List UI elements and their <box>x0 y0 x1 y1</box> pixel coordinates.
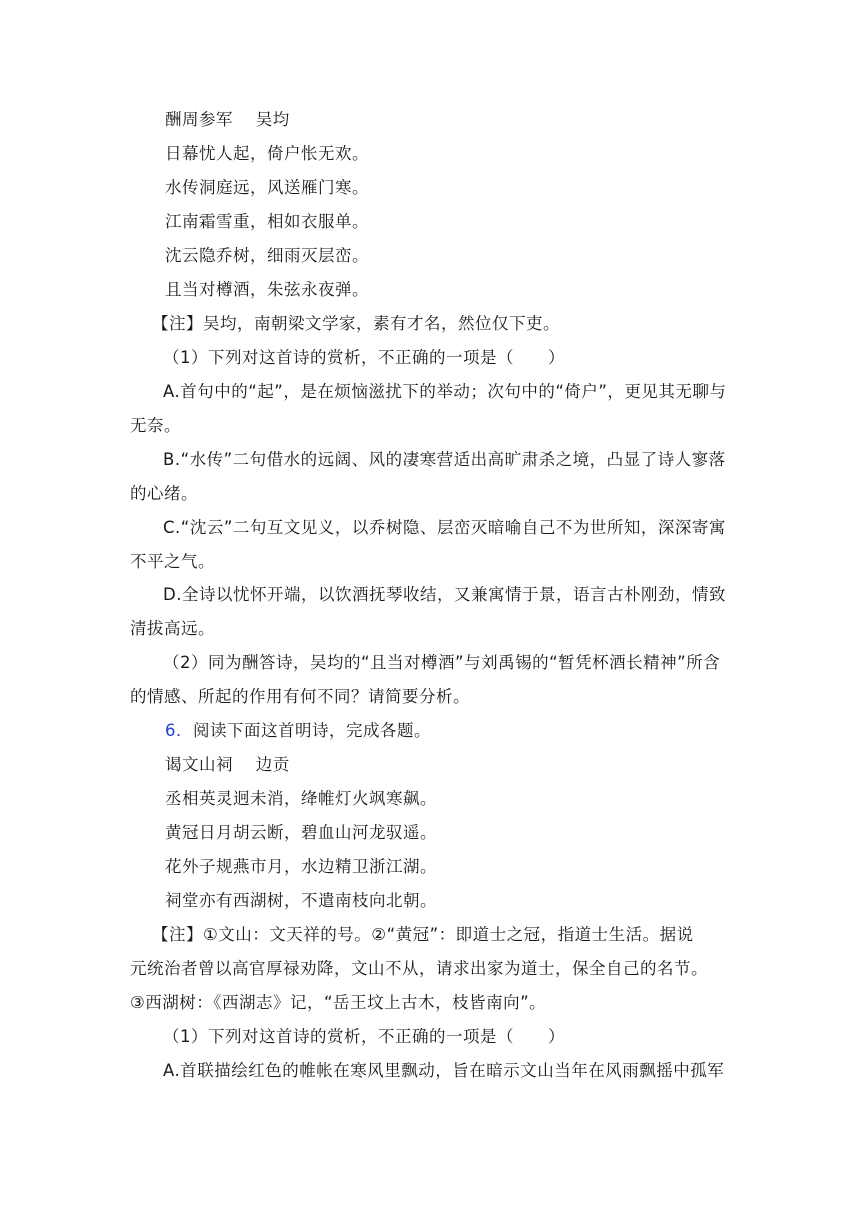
poem1-line-5: 且当对樽酒，朱弦永夜弹。 <box>165 280 369 299</box>
poem1-line-2: 水传洞庭远，风送雁门寒。 <box>165 178 369 197</box>
poem1-question-1: （1）下列对这首诗的赏析，不正确的一项是（ ） <box>163 348 565 367</box>
poem1-option-c-line2: 不平之气。 <box>130 552 215 571</box>
poem2-line-3: 花外子规燕市月，水边精卫浙江湖。 <box>165 857 437 876</box>
poem1-question-2-line2: 的情感、所起的作用有何不同？请简要分析。 <box>130 687 470 706</box>
poem1-line-3: 江南霜雪重，相如衣服单。 <box>165 212 369 231</box>
section6-instruction-text: 阅读下面这首明诗，完成各题。 <box>193 721 431 740</box>
poem1-option-d-line1: D.全诗以忧怀开端，以饮酒抚琴收结，又兼寓情于景，语言古朴刚劲，情致 <box>163 585 726 604</box>
poem1-question-2-line1: （2）同为酬答诗，吴均的“且当对樽酒”与刘禹锡的“暂凭杯酒长精神”所含 <box>163 653 721 672</box>
section6-instruction <box>165 719 765 743</box>
poem1-option-d-line2: 清拔高远。 <box>130 619 215 638</box>
poem1-option-b-line1: B.“水传”二句借水的远阔、风的凄寒营适出高旷肃杀之境，凸显了诗人寥落 <box>163 450 726 469</box>
poem1-note: 【注】吴均，南朝梁文学家，素有才名，然位仅下吏。 <box>152 314 560 333</box>
poem1-option-a-line2: 无奈。 <box>130 416 181 435</box>
poem2-line-1: 丞相英灵迥未消，绛帷灯火飒寒飙。 <box>165 789 437 808</box>
poem1-option-b-line2: 的心绪。 <box>130 484 198 503</box>
poem2-question-1: （1）下列对这首诗的赏析，不正确的一项是（ ） <box>163 1027 565 1046</box>
poem1-heading: 酬周参军 吴均 <box>165 110 290 129</box>
poem2-line-4: 祠堂亦有西湖树，不遣南枝向北朝。 <box>165 891 437 910</box>
poem2-heading: 谒文山祠 边贡 <box>165 755 290 774</box>
poem2-note-line1: 【注】①文山：文天祥的号。②“黄冠”：即道士之冠，指道士生活。据说 <box>152 925 694 944</box>
poem1-option-c-line1: C.“沈云”二句互文见义，以乔树隐、层峦灭暗喻自己不为世所知，深深寄寓 <box>163 518 726 537</box>
poem1-option-a-line1: A.首句中的“起”，是在烦恼滋扰下的举动；次句中的“倚户”，更见其无聊与 <box>163 382 727 401</box>
poem2-option-a-line1: A.首联描绘红色的帷帐在寒风里飘动，旨在暗示文山当年在风雨飘摇中孤军 <box>163 1061 725 1080</box>
poem1-line-1: 日幕忧人起，倚户怅无欢。 <box>165 144 369 163</box>
poem1-line-4: 沈云隐乔树，细雨灭层峦。 <box>165 246 369 265</box>
poem2-line-2: 黄冠日月胡云断，碧血山河龙驭遥。 <box>165 823 437 842</box>
poem2-note-line3: ③西湖树：《西湖志》记，“岳王坟上古木，枝皆南向”。 <box>130 993 547 1012</box>
poem2-note-line2: 元统治者曾以高官厚禄劝降，文山不从，请求出家为道士，保全自己的名节。 <box>130 959 708 978</box>
section-number: 6． <box>165 721 193 740</box>
